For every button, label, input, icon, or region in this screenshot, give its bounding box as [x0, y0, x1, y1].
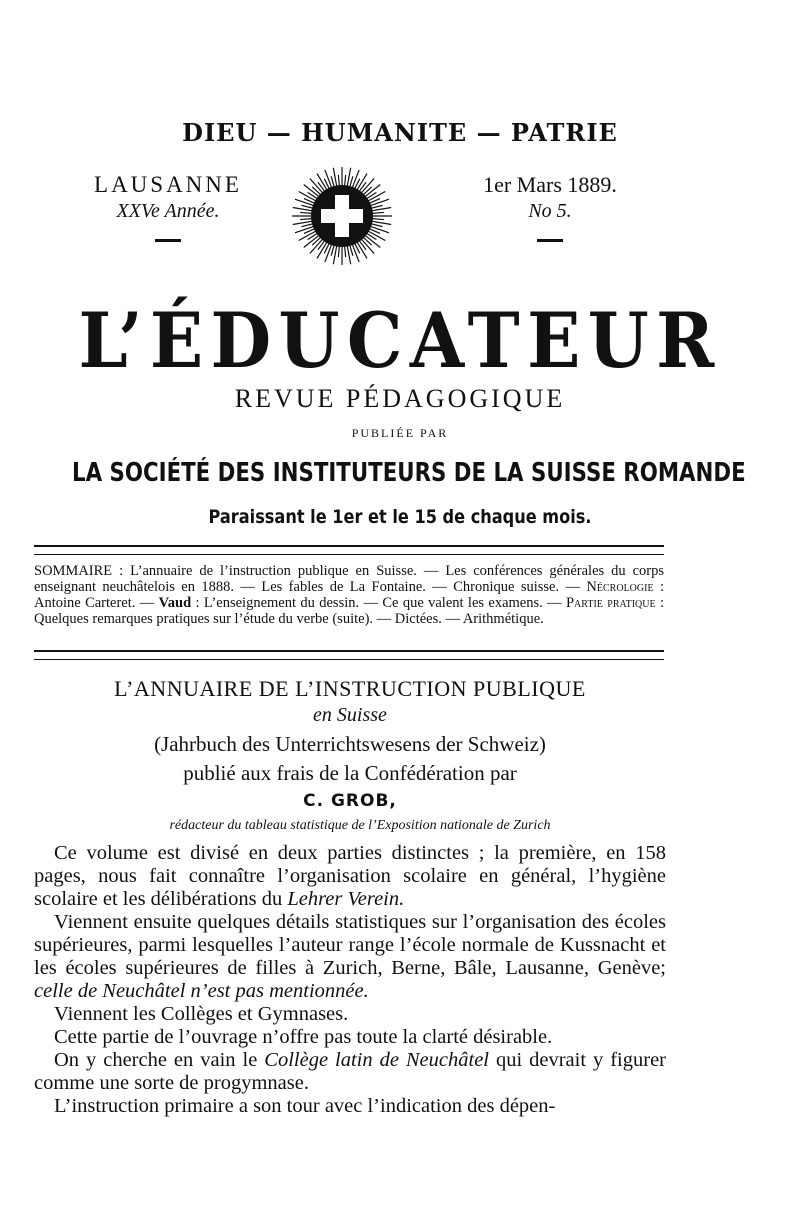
paragraph: L’instruction primaire a son tour avec l’indication des dépen-: [54, 1095, 556, 1117]
paragraph-text: Viennent ensuite quelques détails statistiques sur l’organisation des écoles supérieures, parmi lesquelles l’auteur range l’école normale de Kussnacht et les écoles supérieures de filles à Zurich, Berne, Bâle, Lausanne, Genève;: [34, 911, 666, 979]
article-german-title: (Jahrbuch des Unterrichtswesens der Schweiz): [154, 732, 546, 756]
article-published-line: publié aux frais de la Confédération par: [183, 761, 517, 785]
article-title: L’ANNUAIRE DE L’INSTRUCTION PUBLIQUE: [114, 676, 586, 701]
contents-part-3: : L’enseignement du dessin. — Ce que valent les examens. —: [191, 595, 566, 611]
article-author: C. GROB,: [303, 791, 397, 811]
contents-vaud: Vaud: [158, 595, 192, 611]
contents-part-2: : Antoine Carteret. —: [34, 579, 665, 611]
contents-necrologie: Nécrologie: [586, 579, 654, 595]
masthead-subtitle: REVUE PÉDAGOGIQUE: [234, 384, 566, 413]
paragraph: [34, 842, 666, 911]
issue-date: 1er Mars 1889.: [483, 172, 617, 197]
paragraph-italic: Collège latin de Neuchâtel: [264, 1049, 489, 1071]
paragraph: Viennent les Collèges et Gymnases.: [54, 1003, 349, 1025]
publication-frequency: Paraissant le 1er et le 15 de chaque mois.: [208, 506, 592, 528]
article-body: [34, 842, 666, 1118]
contents-partie-pratique: Partie pratique: [565, 595, 656, 611]
header-left: [78, 172, 258, 242]
paragraph-italic: celle de Neuchâtel n’est pas mentionnée.: [34, 980, 369, 1002]
paragraph: [34, 911, 666, 1003]
issue-number: No 5.: [528, 200, 572, 222]
author-role: rédacteur du tableau statistique de l’Exposition nationale de Zurich: [169, 818, 551, 833]
right-dash: [537, 239, 563, 242]
motto: DIEU — HUMANITE — PATRIE: [182, 118, 618, 147]
article-subtitle: en Suisse: [313, 704, 387, 726]
swiss-cross-emblem-icon: [280, 163, 404, 269]
year: XXVe Année.: [116, 200, 220, 222]
masthead-title: L’ÉDUCATEUR: [78, 296, 722, 385]
contents-rule-top: [34, 545, 664, 555]
paragraph: Cette partie de l’ouvrage n’offre pas toute la clarté désirable.: [54, 1026, 553, 1048]
contents-rule-bottom: [34, 650, 664, 660]
city: LAUSANNE: [94, 172, 242, 197]
header-right: [460, 172, 640, 242]
contents-part-4: : Quelques remarques pratiques sur l’étude du verbe (suite). — Dictées. — Arithmétique.: [34, 595, 664, 627]
paragraph-text: Ce volume est divisé en deux parties distinctes ; la première, en 158 pages, nous fait connaître l’organisation scolaire en général, l’hygiène scolaire et les délibérations du: [34, 842, 666, 910]
contents-lead: SOMMAIRE :: [34, 563, 124, 579]
contents-part-1: L’annuaire de l’instruction publique en Suisse. — Les conférences générales du corps enseignant neuchâtelois en 1888. — Les fables de La Fontaine. — Chronique suisse. —: [34, 563, 664, 595]
published-by: PUBLIÉE PAR: [351, 426, 449, 440]
paragraph-text: On y cherche en vain le: [54, 1049, 265, 1071]
paragraph-italic: Lehrer Verein.: [287, 888, 405, 910]
left-dash: [155, 239, 181, 242]
society-name: LA SOCIÉTÉ DES INSTITUTEURS DE LA SUISSE ROMANDE: [72, 458, 746, 488]
table-of-contents: [34, 563, 664, 627]
paragraph-text: qui devrait y figurer comme une sorte de progymnase.: [34, 1049, 667, 1094]
paragraph: [34, 1049, 666, 1095]
